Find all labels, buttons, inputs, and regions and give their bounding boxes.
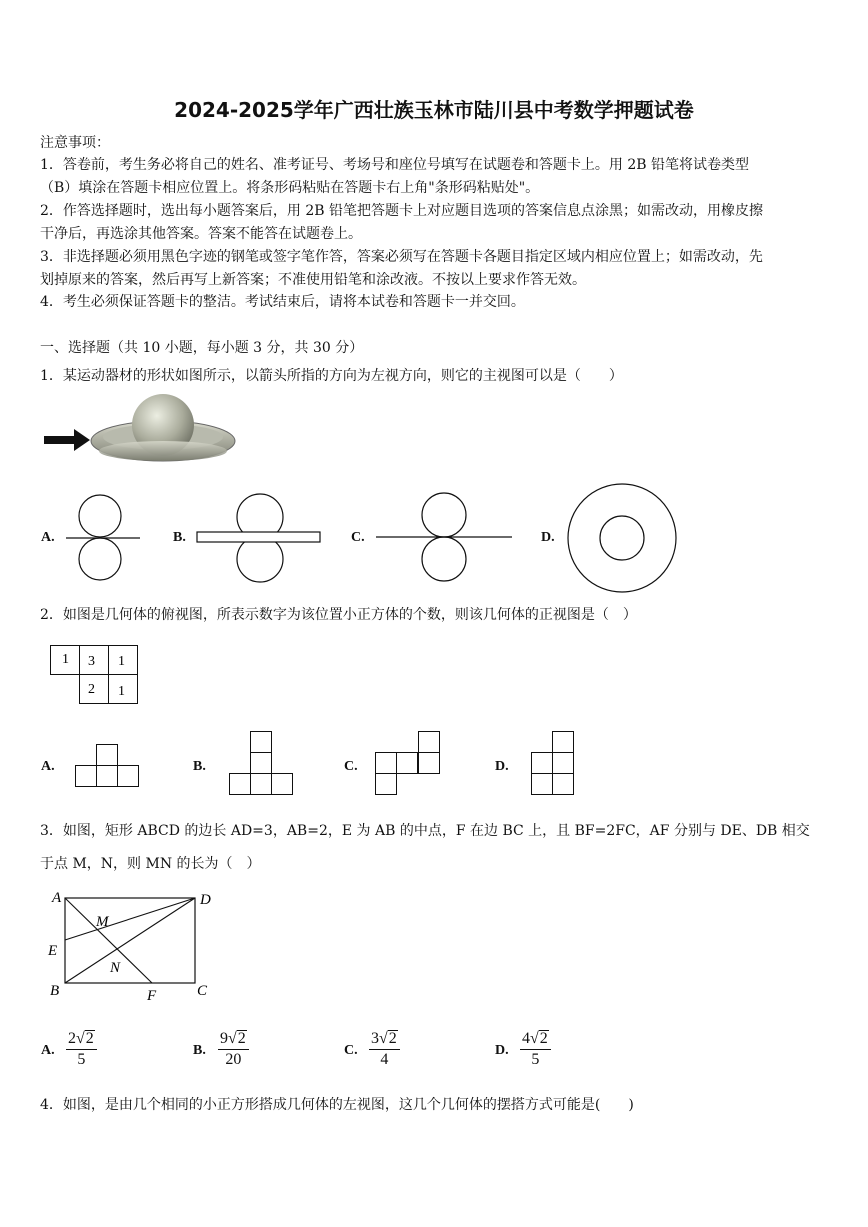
point-label: B xyxy=(50,983,60,999)
notice-line: 4．考生必须保证答题卡的整洁。考试结束后，请将本试卷和答题卡一并交回。 xyxy=(40,294,525,310)
notice-line: （B）填涂在答题卡相应位置上。将条形码粘贴在答题卡右上角"条形码粘贴处"。 xyxy=(40,180,540,196)
notice-line: 1．答卷前，考生务必将自己的姓名、准考证号、考场号和座位号填写在试题卷和答题卡上。用 2B 铅笔将试卷类型 xyxy=(40,157,749,173)
q2-option-d[interactable]: D. xyxy=(495,759,509,774)
grid-cell-value: 1 xyxy=(62,652,69,667)
q3-option-b[interactable]: B. xyxy=(193,1043,206,1058)
q1-option-b[interactable]: B. xyxy=(173,530,186,545)
grid-cell-value: 1 xyxy=(118,654,125,669)
q1-sports-equipment-figure xyxy=(40,393,220,483)
q3-option-a[interactable]: A. xyxy=(41,1043,55,1058)
point-label: M xyxy=(96,914,109,930)
notice-line: 干净后，再选涂其他答案。答案不能答在试题卷上。 xyxy=(40,226,362,242)
point-label: D xyxy=(200,892,211,908)
q1-option-a[interactable]: A. xyxy=(41,530,55,545)
q2-top-view-grid xyxy=(50,645,140,707)
grid-cell-value: 1 xyxy=(118,684,125,699)
point-label: N xyxy=(110,960,121,976)
q3-option-c-fraction: $\frac{3√2}{4}$ xyxy=(369,1030,400,1069)
grid-cell-value: 2 xyxy=(88,682,95,697)
notice-line: 2．作答选择题时，选出每小题答案后，用 2B 铅笔把答题卡上对应题目选项的答案信息点涂黑；如需改动，用橡皮擦 xyxy=(40,203,763,219)
q1-option-c-figure xyxy=(376,493,516,585)
question-3-text-line1: 3．如图，矩形 ABCD 的边长 AD=3，AB=2，E 为 AB 的中点，F 在边 BC 上，且 BF=2FC，AF 分别与 DE、DB 相交 xyxy=(40,823,810,839)
q2-option-c-figure xyxy=(374,731,444,801)
question-4-text: 4．如图，是由几个相同的小正方形搭成几何体的左视图，这几个几何体的摆搭方式可能是( ) xyxy=(40,1097,634,1113)
q3-option-d-fraction: $\frac{4√2}{5}$ xyxy=(520,1030,551,1069)
point-label: C xyxy=(197,983,208,999)
q2-option-d-figure xyxy=(530,731,578,801)
point-label: E xyxy=(48,943,58,959)
q2-option-b-figure xyxy=(228,731,296,799)
q1-option-a-figure xyxy=(66,495,142,585)
question-3-text-line2: 于点 M，N，则 MN 的长为（ ） xyxy=(40,856,261,872)
notice-line: 划掉原来的答案，然后再写上新答案；不准使用铅笔和涂改液。不按以上要求作答无效。 xyxy=(40,272,586,288)
point-label: F xyxy=(147,988,157,1004)
q3-rectangle-figure xyxy=(40,886,230,1006)
q3-option-a-fraction: $\frac{2√2}{5}$ xyxy=(66,1030,97,1069)
question-1-text: 1．某运动器材的形状如图所示，以箭头所指的方向为左视方向，则它的主视图可以是（ ） xyxy=(40,368,623,384)
q2-option-c[interactable]: C. xyxy=(344,759,358,774)
q2-option-b[interactable]: B. xyxy=(193,759,206,774)
q1-option-c[interactable]: C. xyxy=(351,530,365,545)
q2-option-a[interactable]: A. xyxy=(41,759,55,774)
notice-line: 3．非选择题必须用黑色字迹的钢笔或签字笔作答，答案必须写在答题卡各题目指定区域内相应位置上；如需改动，先 xyxy=(40,249,763,265)
q1-option-b-figure xyxy=(196,495,322,585)
section-heading: 一、选择题（共 10 小题，每小题 3 分，共 30 分） xyxy=(40,340,364,356)
q3-option-d[interactable]: D. xyxy=(495,1043,509,1058)
q2-option-a-figure xyxy=(74,744,142,790)
point-label: A xyxy=(52,890,62,906)
q3-option-c[interactable]: C. xyxy=(344,1043,358,1058)
notice-heading: 注意事项： xyxy=(40,135,110,151)
grid-cell-value: 3 xyxy=(88,654,95,669)
q3-option-b-fraction: $\frac{9√2}{20}$ xyxy=(218,1030,249,1069)
q1-option-d-figure xyxy=(566,484,680,594)
question-2-text: 2．如图是几何体的俯视图，所表示数字为该位置小正方体的个数，则该几何体的正视图是（ ） xyxy=(40,607,637,623)
q1-option-d[interactable]: D. xyxy=(541,530,555,545)
page-title: 2024-2025学年广西壮族玉林市陆川县中考数学押题试卷 xyxy=(174,98,694,122)
